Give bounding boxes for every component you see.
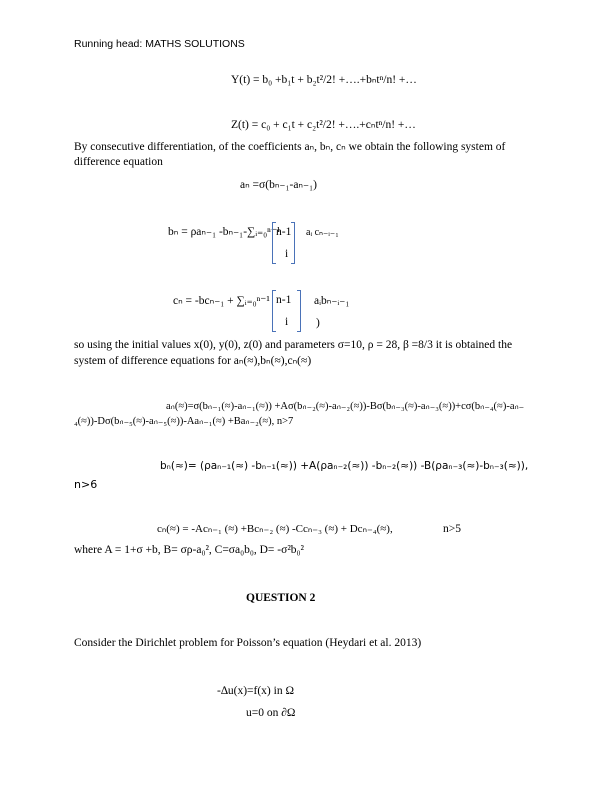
paragraph-differentiation-line2: difference equation bbox=[74, 156, 163, 168]
paragraph-differentiation-line1: By consecutive differentiation, of the coefficients aₙ, bₙ, cₙ we obtain the following system of bbox=[74, 141, 506, 153]
z-series-equation: Z(t) = c₀ + c₁t + c₂t²/2! +….+cₙtⁿ/n! +… bbox=[231, 119, 416, 131]
paragraph-dirichlet: Consider the Dirichlet problem for Poisson’s equation (Heydari et al. 2013) bbox=[74, 637, 422, 649]
running-head: Running head: MATHS SOLUTIONS bbox=[74, 38, 245, 50]
boundary-condition: u=0 on ∂Ω bbox=[246, 707, 296, 719]
b-matrix-top: n-1 bbox=[276, 226, 292, 238]
b-matrix-right-bracket bbox=[291, 222, 295, 264]
c-general-condition: n>5 bbox=[443, 523, 461, 535]
c-general-equation: cₙ(≈) = -Acₙ₋₁ (≈) +Bcₙ₋₂ (≈) -Ccₙ₋₃ (≈) + Dcₙ₋₄(≈), bbox=[157, 523, 393, 535]
question-2-heading: QUESTION 2 bbox=[246, 592, 316, 604]
c-recurrence-left: cₙ = -bcₙ₋₁ + ∑ᵢ₌₀ⁿ⁻¹ bbox=[173, 295, 270, 307]
a-general-equation-line2: ₄(≈))-Dσ(bₙ₋₅(≈)-aₙ₋₅(≈))-Aaₙ₋₁(≈) +Baₙ₋₂(≈), n>7 bbox=[74, 416, 294, 427]
c-recurrence-right-top: aᵢbₙ₋ᵢ₋₁ bbox=[314, 295, 350, 307]
b-recurrence-right: aᵢ cₙ₋ᵢ₋₁ bbox=[306, 227, 339, 238]
c-recurrence-right-bottom: ) bbox=[316, 317, 320, 329]
a-recurrence-equation: aₙ =σ(bₙ₋₁-aₙ₋₁) bbox=[240, 179, 317, 191]
constants-definition: where A = 1+σ +b, B= σρ-a₀², C=σa₀b₀, D= -σ²b₀² bbox=[74, 544, 304, 556]
paragraph-initial-values-line1: so using the initial values x(0), y(0), z(0) and parameters σ=10, ρ = 28, β =8/3 it is obtained the bbox=[74, 339, 513, 351]
a-general-equation-line1: aₙ(≈)=σ(bₙ₋₁(≈)-aₙ₋₁(≈)) +Aσ(bₙ₋₂(≈)-aₙ₋₂(≈))-Bσ(bₙ₋₃(≈)-aₙ₋₃(≈))+cσ(bₙ₋₄(≈)-aₙ₋ bbox=[166, 401, 525, 412]
laplace-equation: -∆u(x)=f(x) in Ω bbox=[217, 685, 294, 697]
c-matrix-top: n-1 bbox=[276, 294, 292, 306]
b-matrix-bottom: i bbox=[285, 248, 289, 260]
c-matrix-right-bracket bbox=[297, 290, 301, 332]
c-matrix-bottom: i bbox=[285, 316, 289, 328]
b-recurrence-left: bₙ = ρaₙ₋₁ -bₙ₋₁-∑ᵢ₌₀ⁿ⁻¹ bbox=[168, 226, 281, 238]
y-series-equation: Y(t) = b₀ +b₁t + b₂t²/2! +….+bₙtⁿ/n! +… bbox=[231, 74, 417, 86]
b-general-equation-line2: n>6 bbox=[74, 478, 98, 491]
b-general-equation-line1: bₙ(≈)= (ρaₙ₋₁(≈) -bₙ₋₁(≈)) +A(ρaₙ₋₂(≈)) -bₙ₋₂(≈)) -B(ρaₙ₋₃(≈)-bₙ₋₃(≈)), bbox=[160, 460, 529, 472]
paragraph-initial-values-line2: system of difference equations for aₙ(≈),bₙ(≈),cₙ(≈) bbox=[74, 355, 312, 367]
